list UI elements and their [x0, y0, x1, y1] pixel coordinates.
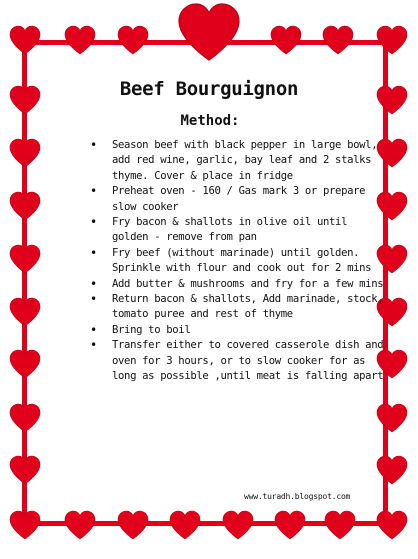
- method-heading: Method:: [180, 113, 240, 129]
- method-step: • Fry bacon & shallots in olive oil until golden - remove from pan: [112, 215, 384, 246]
- method-step: • Season beef with black pepper in large bowl, add red wine, garlic, bay leaf and 2 stalks thyme. Cover & place in fridge: [112, 138, 384, 184]
- blog-url: www.turadh.blogspot.com: [244, 492, 351, 501]
- method-step: • Return bacon & shallots, Add marinade, stock, tomato puree and rest of thyme: [112, 292, 384, 323]
- recipe-title: Beef Bourguignon: [119, 78, 299, 100]
- method-step: • Fry beef (without marinade) until golden. Sprinkle with flour and cook out for 2 mins: [112, 246, 384, 277]
- method-steps-list: [88, 138, 384, 385]
- method-step: • Preheat oven - 160 / Gas mark 3 or prepare slow cooker: [112, 184, 384, 215]
- method-step: • Add butter & mushrooms and fry for a few mins: [112, 277, 384, 292]
- method-step: • Bring to boil: [112, 323, 384, 338]
- method-step: • Transfer either to covered casserole dish and oven for 3 hours, or to slow cooker for as long as possible ,until meat is falling apart: [112, 338, 384, 384]
